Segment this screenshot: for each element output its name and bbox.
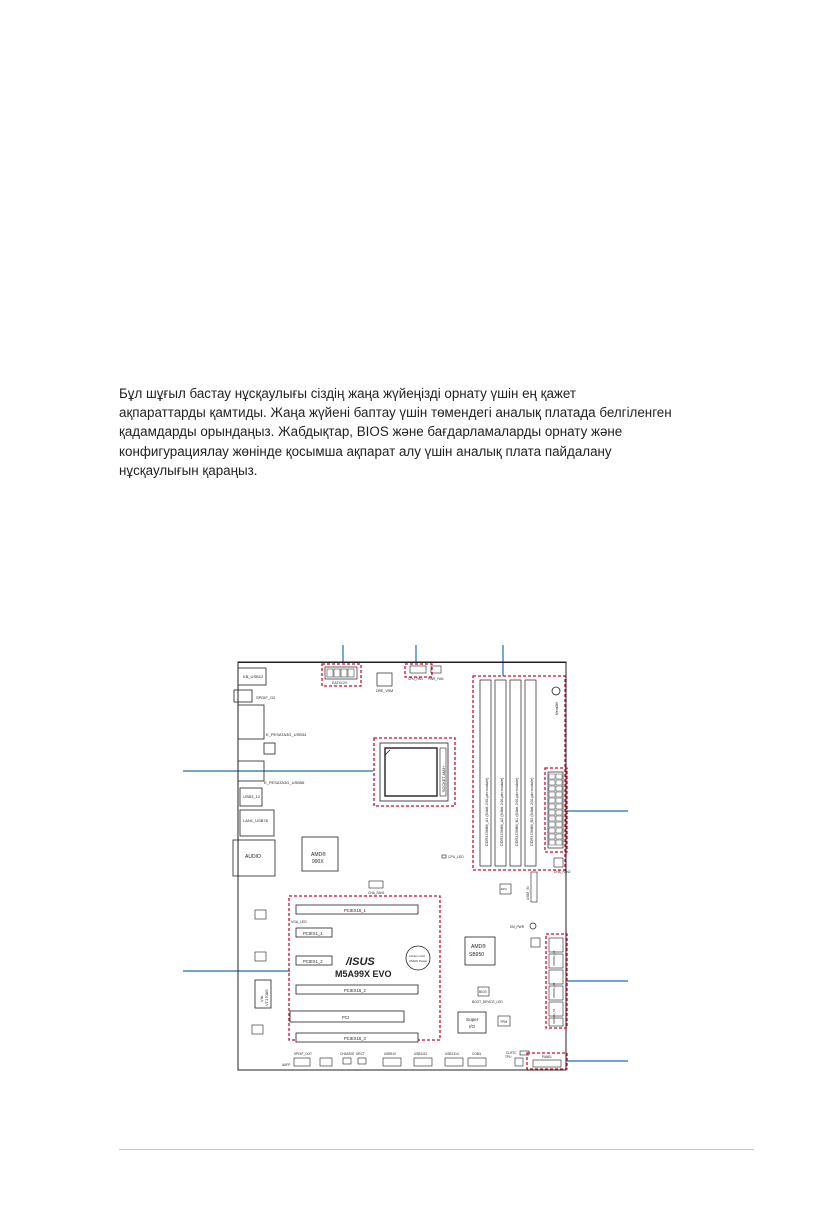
lower-left-chip (252, 1025, 263, 1034)
usb1314-label: USB1314 (445, 1052, 459, 1056)
svg-text:SATA6G_34: SATA6G_34 (552, 982, 556, 998)
svg-text:SOCKET AM3+: SOCKET AM3+ (442, 765, 446, 792)
svg-text:PANEL: PANEL (542, 1055, 553, 1059)
cha-fan1-header (369, 881, 383, 888)
usb3-34-header (531, 872, 537, 902)
svg-text:PCIEX1_2: PCIEX1_2 (303, 959, 323, 964)
sata-connectors (546, 934, 567, 1028)
cpu-socket (374, 738, 455, 806)
bios-label: BIOS (479, 990, 487, 994)
northbridge-label-1: AMD® (311, 852, 326, 858)
mem-ok-label: MemOK! (555, 701, 559, 715)
usb1314-header (445, 1058, 463, 1066)
ssd-header (531, 938, 540, 947)
lan-usb-port (240, 810, 274, 836)
intro-line: Бұл шұғыл бастау нұсқаулығы сіздің жаңа жүйеңізді орнату үшін ең қажет (119, 386, 577, 401)
cpu-led-label: CPU_LED (448, 855, 464, 859)
svg-text:CPU_FAN: CPU_FAN (408, 677, 423, 681)
southbridge-label-1: AMD® (471, 944, 486, 950)
chassis-label: CHASSIS (340, 1052, 354, 1056)
asus-logo: /ISUS (346, 956, 375, 968)
esata-top-label: E_PESATA3G_USB34 (266, 732, 307, 737)
em-pwr-label: EM_PWR (510, 925, 524, 929)
tpu-switch (515, 1058, 523, 1066)
cha-fan1-label: CHA_FAN1 (368, 891, 385, 895)
com1-label: COM1 (472, 1052, 482, 1056)
atx-power-connector (545, 768, 567, 852)
usb1112-header (414, 1058, 432, 1066)
chassis-header (343, 1058, 351, 1064)
usb3-label: USB3_12 (243, 794, 261, 799)
cha-fan2-label: CHA_FAN2 (554, 870, 571, 874)
esata-port-top (238, 705, 264, 739)
asm-chip (255, 910, 266, 919)
dimm-b2-label: DDR3 DIMM_B2 (64bit, 240-pin module) (530, 777, 534, 846)
clrtc-label: CLRTC (506, 1051, 517, 1055)
battery-label-1: Lithium Cell (409, 954, 425, 958)
svg-text:PCIEX16_3: PCIEX16_3 (344, 1036, 366, 1041)
audio-label: AUDIO (245, 854, 261, 860)
audio-codec-label-2: VT1708S (264, 989, 269, 1006)
svg-text:PCI: PCI (342, 1015, 349, 1020)
superio-chip (458, 1012, 486, 1033)
superio-label-2: I/O (469, 1024, 476, 1029)
com1-header (468, 1058, 486, 1066)
audio-codec-label-1: VIA (259, 995, 264, 1002)
lan-usb-label: LAN1_USB78 (243, 818, 268, 823)
aafp-label: AAFP (282, 1063, 291, 1067)
northbridge-label-2: 990X (312, 859, 324, 865)
drev-vrm-label: DRE_VRM (376, 689, 394, 693)
superio-label-1: Super (466, 1017, 479, 1022)
ir-chip (255, 952, 266, 961)
dimm-b1-label: DDR3 DIMM_B1 (64bit, 240-pin module) (515, 777, 519, 846)
esata-bottom-label: E_PESATA3G_USB56 (264, 780, 305, 785)
southbridge-label-2: SB950 (469, 952, 485, 958)
dimm-a1-label: DDR3 DIMM_A1 (64bit, 240-pin module) (485, 777, 489, 846)
vga-led-label: VGA_LED (291, 920, 307, 924)
spdif-label: SPDIF_O2 (256, 695, 276, 700)
board-model-name: M5A99X EVO (335, 969, 392, 979)
epu-label: EPU (501, 887, 507, 891)
southbridge-chip (465, 937, 495, 965)
bottom-headers (294, 1051, 529, 1066)
esata-small-chip (264, 743, 275, 754)
tpm-label: TPM (500, 1020, 508, 1024)
spdif-out-label: SPDIF_OUT (294, 1052, 312, 1056)
aafp-header (294, 1058, 310, 1066)
svg-text:SATA6G_12: SATA6G_12 (552, 950, 556, 966)
board-top-edge-fill (238, 662, 566, 663)
tpu-label: TPU (505, 1055, 512, 1059)
svg-text:SATA6G_56: SATA6G_56 (552, 1008, 556, 1024)
intro-line: ақпараттарды қамтиды. Жаңа жүйені баптау үшін төмендегі аналық платада белгіленген (119, 405, 672, 421)
battery-label-2: CMOS Power (409, 959, 428, 963)
fan-headers (405, 664, 444, 681)
svg-text:PCIEX1_1: PCIEX1_1 (303, 931, 323, 936)
kb-usb-label: KB_USB12 (243, 674, 264, 679)
usb910-label: USB910 (384, 1052, 396, 1056)
drct-label: DRCT (356, 1052, 365, 1056)
drev-vrm-chip (377, 673, 392, 686)
mem-ok-button (552, 687, 560, 695)
usb3-34-label: USB3_34 (526, 886, 530, 900)
drct-header (358, 1058, 366, 1064)
intro-line: қадамдарды орындаңыз. Жабдықтар, BIOS және бағдарламаларды орнату және (119, 424, 623, 440)
svg-text:PCIEX16_2: PCIEX16_2 (344, 988, 366, 993)
svg-text:EATX12V: EATX12V (332, 681, 348, 685)
usb910-header (383, 1058, 401, 1066)
em-pwr-button (530, 923, 536, 929)
spdif-out-header (320, 1058, 332, 1066)
usb1112-label: USB1112 (414, 1052, 428, 1056)
intro-line: нұсқаулығын қараңыз. (119, 462, 258, 478)
dimm-a2-label: DDR3 DIMM_A2 (64bit, 240-pin module) (500, 777, 504, 846)
cmos-battery (406, 946, 430, 970)
svg-text:PCIEX16_1: PCIEX16_1 (344, 908, 366, 913)
footer-rule (119, 1149, 754, 1150)
panel-header (527, 1053, 567, 1069)
svg-text:PWR_FAN: PWR_FAN (428, 677, 444, 681)
intro-line: конфигурациялау жөнінде қосымша ақпарат алу үшін аналық плата пайдалану (119, 443, 612, 459)
cha-fan2-header (554, 858, 563, 867)
eatx12v-connector (322, 664, 361, 686)
cpu-led (442, 855, 446, 858)
spdif-port (234, 690, 252, 702)
boot-led-label: BOOT_DEVICE_LED (472, 1000, 503, 1004)
dimm-slots (473, 676, 565, 870)
